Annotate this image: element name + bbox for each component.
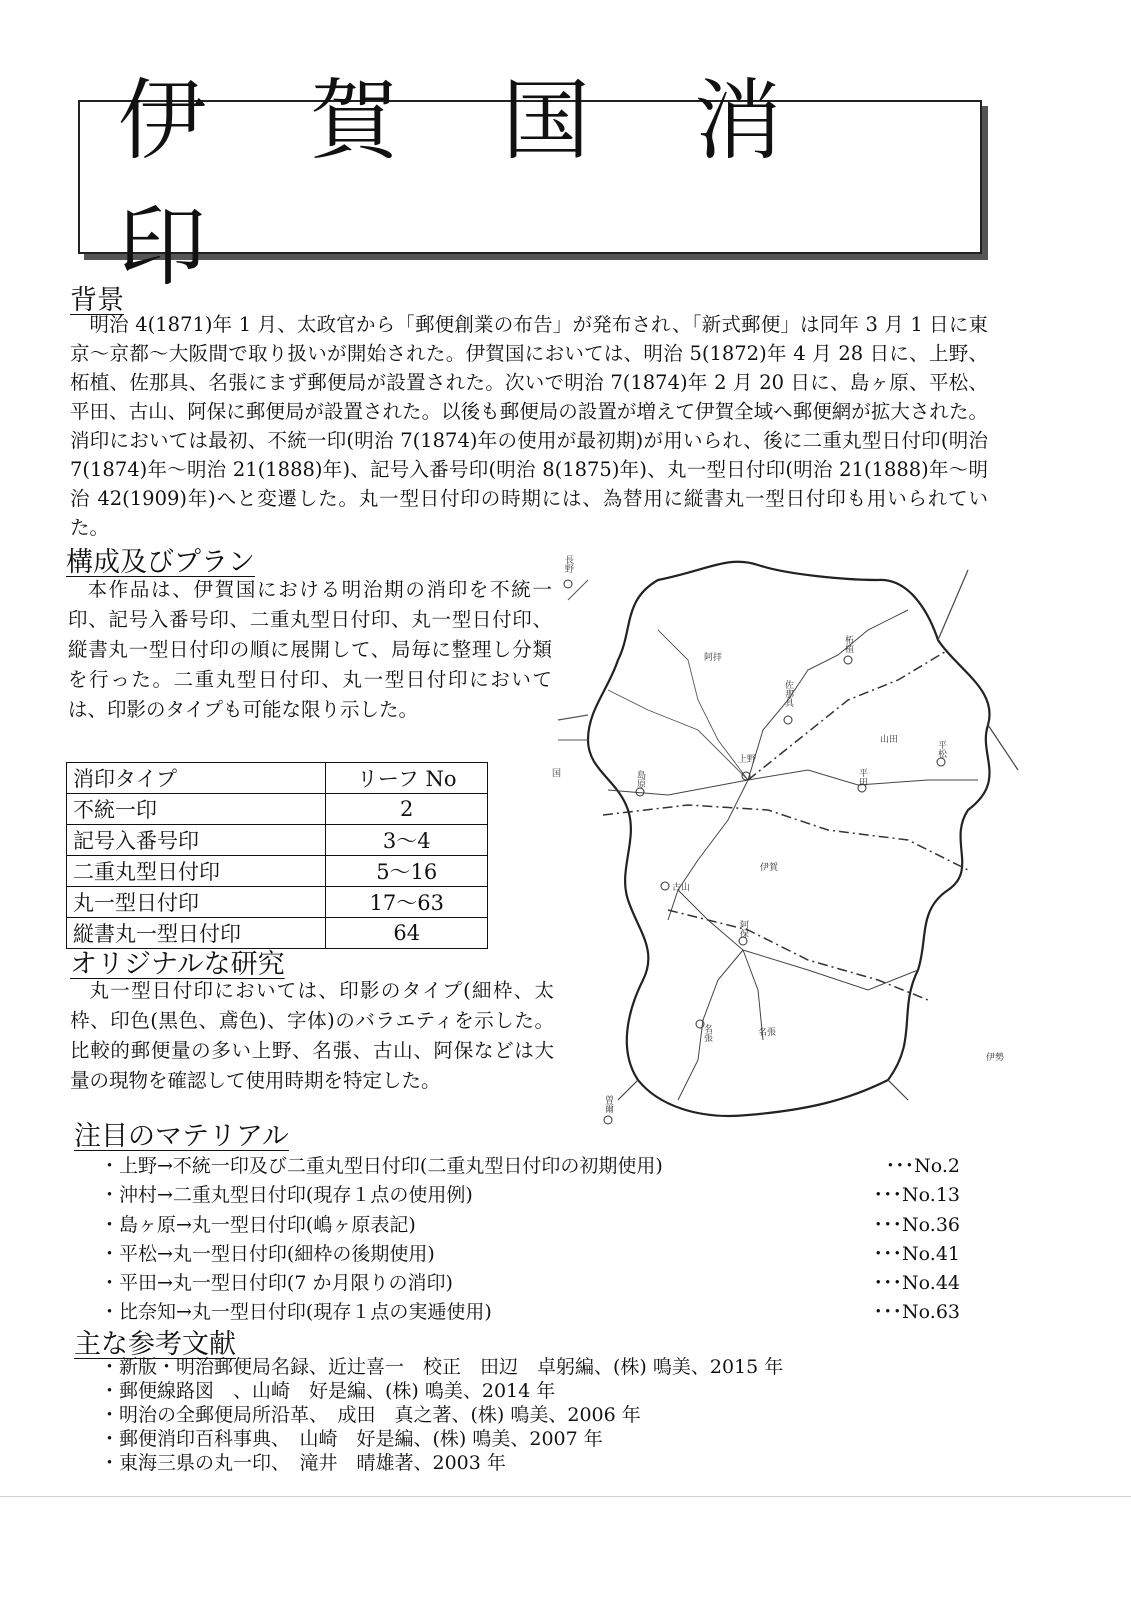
map-office-label: 佐那具 [783, 680, 793, 707]
material-ref: ･･･No.36 [873, 1213, 960, 1236]
material-ref: ･･･No.63 [873, 1301, 960, 1324]
rail-line [668, 910, 928, 1000]
road [608, 690, 748, 780]
list-item [100, 1240, 970, 1269]
road [748, 610, 908, 780]
plan-text: 本作品は、伊賀国における明治期の消印を不統一印、記号入番号印、二重丸型日付印、丸一型日付印、縦書丸一型日付印の順に展開して、局毎に整理し分類を行った。二重丸型日付印、丸一型日付印においては、印影のタイプも可能な限り示した。 [68, 578, 552, 721]
rail-line [603, 805, 968, 870]
references-list [100, 1355, 980, 1475]
table-row [67, 825, 488, 856]
office-marker [784, 716, 792, 724]
material-ref: ･･･No.2 [885, 1155, 960, 1177]
table-cell-leaf: 5～16 [326, 856, 488, 887]
map-region-label: 伊勢 [986, 1053, 1005, 1063]
table-cell-leaf: 3～4 [326, 825, 488, 856]
map-svg [548, 540, 1043, 1140]
table-cell-type: 二重丸型日付印 [67, 856, 326, 887]
table-cell-leaf: 2 [326, 794, 488, 825]
plan-heading: 構成及びプラン [66, 547, 255, 578]
office-marker [661, 882, 669, 890]
table-cell-type: 記号入番号印 [67, 825, 326, 856]
table-header-type: 消印タイプ [67, 763, 326, 794]
material-text: ・比奈知→丸一型日付印(現存１点の実逓使用) [100, 1301, 492, 1324]
title-box [78, 69, 982, 298]
table-row [67, 794, 488, 825]
table-cell-leaf: 17～63 [326, 887, 488, 918]
material-text: ・沖村→二重丸型日付印(現存１点の使用例) [100, 1184, 473, 1207]
map-edge-label: 国 [552, 769, 562, 779]
table-cell-type: 縦書丸一型日付印 [67, 918, 326, 949]
road [678, 890, 763, 1040]
list-item: ・郵便線路図 、山崎 好是編、(株) 鳴美、2014 年 [100, 1380, 556, 1402]
scan-edge-line [0, 1496, 1131, 1497]
page-title: 伊 賀 国 消 印 [118, 69, 820, 298]
map-office-label: 柘植 [843, 635, 853, 653]
table-row [67, 856, 488, 887]
map-office-label: 阿保 [738, 920, 748, 938]
road [558, 715, 588, 720]
map-office-label: 島原 [635, 770, 645, 788]
map-office-label: 平松 [936, 740, 946, 758]
map-office-label: 平田 [857, 768, 867, 786]
map-region-label: 伊賀 [760, 863, 779, 873]
map-office-label: 曽爾 [603, 1095, 613, 1113]
table-row [67, 887, 488, 918]
table-cell-type: 不統一印 [67, 794, 326, 825]
material-text: ・上野→不統一印及び二重丸型日付印(二重丸型日付印の初期使用) [100, 1155, 663, 1177]
material-text: ・島ヶ原→丸一型日付印(嶋ヶ原表記) [100, 1213, 416, 1236]
list-item: ・東海三県の丸一印、 滝井 晴雄著、2003 年 [100, 1452, 506, 1474]
research-heading: オリジナルな研究 [70, 949, 285, 980]
map-office-label: 上野 [738, 755, 757, 765]
province-boundary [588, 562, 990, 1116]
material-text: ・平田→丸一型日付印(7 か月限りの消印) [100, 1272, 453, 1295]
map-office-label: 古山 [672, 883, 691, 893]
material-ref: ･･･No.13 [873, 1184, 960, 1207]
material-text: ・平松→丸一型日付印(細枠の後期使用) [100, 1242, 435, 1265]
rail-line [748, 650, 948, 780]
road [658, 630, 748, 780]
background-text: 明治 4(1871)年 1 月、太政官から「郵便創業の布告」が発布され、「新式郵便」は同年 3 月 1 日に東京～京都～大阪間で取り扱いが開始された。伊賀国においては、明治 5(1872)年 4 月 28 日に、上野、柘植、佐那具、名張にまず郵便局が設置された。次いで明治 7(1874)年 2 月 20 日に、島ヶ原、平松、平田、古山、阿保に郵便局が設置された。以後も郵便局の設置が増えて伊賀全域へ郵便網が拡大された。消印においては最初、不統一印(明治 7(1874)年の使用が最初期)が用いられ、後に二重丸型日付印(明治 7(1874)年～明治 21(1888)年)、記号入番号印(明治 8(1875)年)、丸一型日付印(明治 21(1888)年～明治 42(1909)年)へと変遷した。丸一型日付印の時期には、為替用に縦書丸一型日付印も用いられていた。 [70, 313, 988, 539]
references-heading: 主な参考文献 [74, 1329, 236, 1360]
table-cell-type: 丸一型日付印 [67, 887, 326, 918]
office-marker [604, 1116, 612, 1124]
materials-heading: 注目のマテリアル [74, 1121, 289, 1152]
material-ref: ･･･No.44 [873, 1272, 960, 1295]
road [743, 950, 918, 990]
iga-map [548, 540, 1043, 1140]
table-header-row [67, 763, 488, 794]
office-marker [844, 656, 852, 664]
road [608, 770, 978, 795]
background-heading: 背景 [70, 285, 124, 316]
research-text: 丸一型日付印においては、印影のタイプ(細枠、太枠、印色(黒色、鳶色)、字体)のバラエティを示した。比較的郵便量の多い上野、名張、古山、阿保などは大量の現物を確認して使用時期を特定した。 [70, 979, 554, 1092]
table-cell-leaf: 64 [326, 918, 488, 949]
list-item [100, 1269, 970, 1298]
list-item [100, 1211, 970, 1240]
map-region-label: 阿拝 [704, 653, 723, 663]
list-item: ・新版・明治郵便局名録、近辻喜一 校正 田辺 卓躬編、(株) 鳴美、2015 年 [100, 1356, 784, 1378]
map-region-label: 名張 [758, 1028, 777, 1038]
stamp-type-table [66, 762, 488, 949]
materials-list [100, 1152, 970, 1328]
list-item: ・明治の全郵便局所沿革、 成田 真之著、(株) 鳴美、2006 年 [100, 1404, 641, 1426]
list-item [100, 1181, 970, 1210]
road [938, 570, 968, 640]
list-item [100, 1152, 970, 1181]
material-ref: ･･･No.41 [873, 1242, 960, 1265]
office-marker [739, 937, 747, 945]
road [668, 780, 748, 920]
office-marker [564, 580, 572, 588]
map-region-label: 山田 [880, 735, 899, 745]
office-marker [937, 758, 945, 766]
road [988, 725, 1018, 770]
map-office-label: 名張 [702, 1024, 712, 1042]
map-office-label: 長野 [563, 555, 573, 573]
table-header-leaf: リーフ No [326, 763, 488, 794]
list-item: ・郵便消印百科事典、 山崎 好是編、(株) 鳴美、2007 年 [100, 1428, 603, 1450]
